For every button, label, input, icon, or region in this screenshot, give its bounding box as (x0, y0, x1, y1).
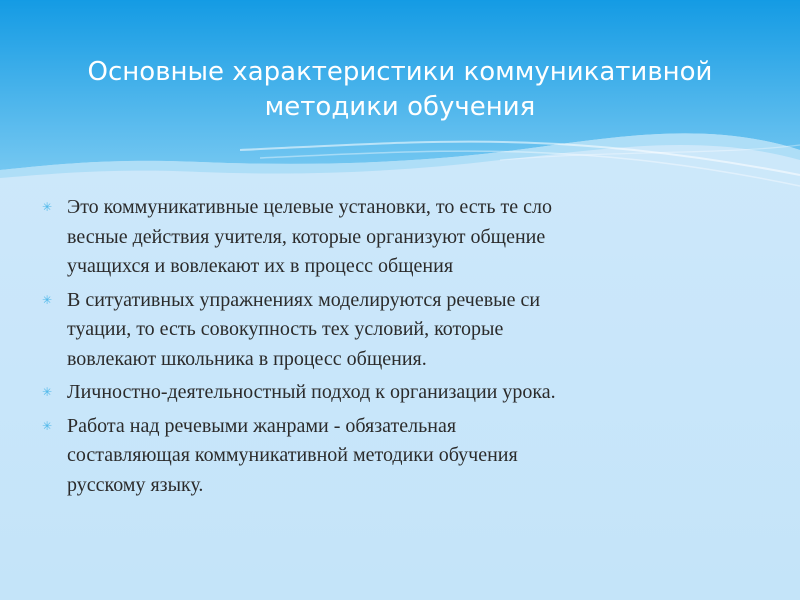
slide-title-line: методики обучения (264, 92, 536, 122)
slide-title-line: Основные характеристики коммуникативной (87, 57, 713, 87)
slide-title (30, 55, 770, 125)
bullet-list (42, 193, 732, 504)
bullet-text (67, 286, 732, 375)
bullet-text (67, 378, 732, 408)
bullet-line: Работа над речевыми жанрами - обязательная (67, 414, 457, 437)
bullet-line: Это коммуникативные целевые установки, то есть те сло (67, 196, 552, 218)
bullet-star-icon: ✳ (42, 418, 53, 433)
bullet-star-icon: ✳ (42, 292, 53, 307)
bullet-line: В ситуативных упражнениях моделируются речевые си (67, 288, 541, 311)
bullet-line: Личностно-деятельностный подход к организации урока. (67, 381, 556, 403)
bullet-star-icon: ✳ (42, 200, 53, 214)
bullet-line: учащихся и вовлекают их в процесс общения (67, 255, 454, 277)
bullet-line: туации, то есть совокупность тех условий, которые (67, 318, 504, 340)
bullet-item (42, 378, 732, 408)
bullet-line: весные действия учителя, которые организуют общение (67, 225, 546, 248)
bullet-line: русскому языку. (67, 473, 204, 496)
bullet-text (67, 412, 732, 501)
bullet-item (42, 193, 732, 282)
bullet-item (42, 286, 732, 375)
bullet-item (42, 412, 732, 501)
bullet-text (67, 193, 732, 282)
bullet-line: вовлекают школьника в процесс общения. (67, 347, 427, 370)
bullet-star-icon: ✳ (42, 385, 53, 399)
bullet-line: составляющая коммуникативной методики обучения (67, 444, 518, 466)
